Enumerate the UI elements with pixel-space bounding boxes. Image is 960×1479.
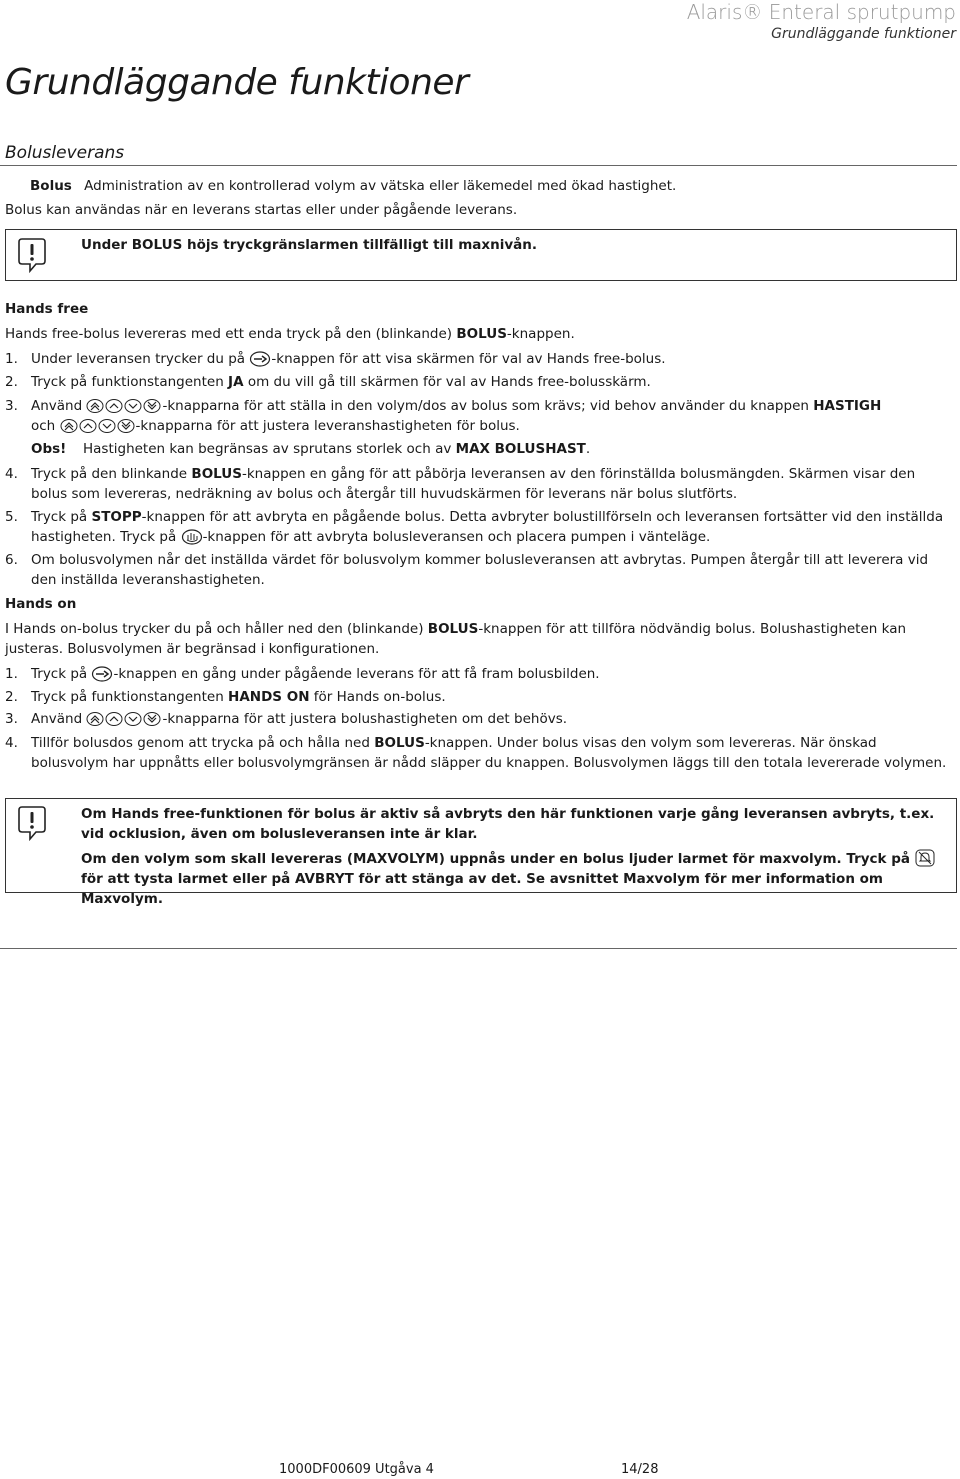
hands-on-step-1: [5, 664, 950, 684]
note-text-maxvolym: [81, 849, 948, 909]
step-text: Tryck på den blinkande: [31, 466, 192, 482]
intro-bolus-keyword: BOLUS: [456, 326, 507, 342]
step-text: -knappen en gång för att påbörja leveransen av den förinställda bolusmängden. Skärmen visar den bolus som levereras, nedräkning av bolus och återgår till huvudskärmen för leverans när bolus slutförts.: [31, 466, 916, 502]
keyword-hands-on: HANDS ON: [228, 689, 310, 705]
intro-bolus-keyword: BOLUS: [427, 621, 479, 637]
hands-on-step-4: [5, 733, 950, 773]
keyword-max-bolushast: MAX BOLUSHAST: [455, 441, 586, 457]
intro-text-c: -knappen för att tillföra nödvändig bolus. Bolushastigheten kan justeras. Bolusvolymen är begränsad i konfigurationen.: [5, 621, 907, 657]
hands-free-step-5: [5, 507, 950, 547]
step-text: Använd: [31, 398, 83, 414]
step-number: 4.: [5, 466, 18, 482]
step-text: Använd: [31, 711, 83, 727]
bolus-key-icon: [249, 351, 271, 367]
hands-on-step-3: [5, 709, 950, 729]
keyword-hastigh: HASTIGH: [813, 398, 882, 414]
step-text: Tillför bolusdos genom att trycka på och hålla ned: [31, 735, 375, 751]
note-text-part: för att tysta larmet eller på AVBRYT för att stänga av det. Se avsnittet Maxvolym för mer information om Maxvolym.: [81, 871, 883, 907]
arrow-keys-icon: [86, 711, 162, 727]
step-text: -knapparna för att justera leveranshastigheten för bolus.: [135, 418, 520, 434]
header-product-title: Alaris® Enteral sprutpump: [686, 0, 956, 24]
hands-free-step-2: [5, 372, 950, 392]
step-text: om du vill gå till skärmen för val av Hands free-bolusskärm.: [243, 374, 651, 390]
section-divider: [0, 165, 957, 166]
note-text-abort: Om Hands free-funktionen för bolus är aktiv så avbryts den här funktionen varje gång leveransen avbryts, t.ex. vid ocklusion, även om bolusleveransen inte är klar.: [81, 806, 935, 842]
step-text: -knappen. Under bolus visas den volym som levereras. När önskad bolusvolym har uppnåtts eller bolusvolymgränsen är nådd släpper du knappen. Bolusvolymen läggs till den totala levererade volymen.: [31, 735, 947, 771]
step-text: för Hands on-bolus.: [309, 689, 446, 705]
page-title: Grundläggande funktioner: [5, 62, 469, 103]
hands-free-step-6: [5, 550, 950, 590]
step-text: Om bolusvolymen når det inställda värdet för bolusvolym kommer bolusleveransen att avbrytas. Pumpen återgår till att leverera vid den inställda leveranshastigheten.: [31, 552, 929, 588]
intro-text-a: Hands free-bolus levereras med ett enda tryck på den (blinkande): [5, 326, 457, 342]
bolus-key-icon: [91, 666, 113, 682]
note-text-pressure: Under BOLUS höjs tryckgränslarmen tillfälligt till maxnivån.: [81, 237, 537, 253]
warning-icon: [16, 237, 48, 273]
intro-text-a: I Hands on-bolus trycker du på och håller ned den (blinkande): [5, 621, 428, 637]
step-text: och: [31, 418, 56, 434]
bolus-usage-text: Bolus kan användas när en leverans startas eller under pågående leverans.: [5, 202, 518, 218]
bolus-definition: [30, 176, 950, 196]
hold-key-icon: [181, 529, 203, 545]
heading-hands-free: Hands free: [5, 301, 89, 317]
step-text: -knappen för att visa skärmen för val av Hands free-bolus.: [271, 351, 666, 367]
hands-free-intro: [5, 324, 955, 344]
step-text: -knappen för att avbryta en pågående bolus. Detta avbryter bolustillförseln och leveransen fortsätter vid den inställda hastigheten. Tryck på: [31, 509, 944, 545]
hands-free-step-3: [5, 396, 950, 436]
obs-note: [31, 439, 951, 459]
hands-on-step-2: [5, 687, 950, 707]
section-heading-bolusleverans: Bolusleverans: [5, 143, 125, 163]
step-number: 2.: [5, 689, 18, 705]
step-text: Under leveransen trycker du på: [31, 351, 246, 367]
keyword-stopp: STOPP: [91, 509, 142, 525]
hands-on-intro: [5, 619, 955, 659]
bottom-divider: [0, 948, 957, 949]
step-text: -knapparna för att justera bolushastigheten om det behövs.: [162, 711, 568, 727]
obs-text: Hastigheten kan begränsas av sprutans storlek och av: [83, 441, 456, 457]
arrow-keys-icon: [60, 418, 136, 434]
step-text: -knappen en gång under pågående leverans för att få fram bolusbilden.: [113, 666, 600, 682]
hands-free-step-4: [5, 464, 950, 504]
keyword-bolus: BOLUS: [374, 735, 425, 751]
step-text: Tryck på funktionstangenten: [31, 689, 229, 705]
note-box-hands-free-abort: [5, 798, 957, 907]
obs-text: .: [585, 441, 591, 457]
intro-text-c: -knappen.: [506, 326, 575, 342]
step-text: Tryck på: [31, 509, 92, 525]
obs-label: Obs!: [31, 441, 67, 457]
step-number: 2.: [5, 374, 18, 390]
warning-icon: [16, 805, 48, 841]
keyword-ja: JA: [228, 374, 244, 390]
heading-hands-on: Hands on: [5, 596, 77, 612]
step-text: Tryck på funktionstangenten: [31, 374, 229, 390]
note-text-part: Om den volym som skall levereras (MAXVOLYM) uppnås under en bolus ljuder larmet för maxvolym. Tryck på: [81, 851, 910, 867]
silence-alarm-icon: [915, 849, 935, 867]
hands-free-step-1: [5, 349, 950, 369]
step-text: -knapparna för att ställa in den volym/dos av bolus som krävs; vid behov använder du knappen: [162, 398, 814, 414]
header-section-title: Grundläggande funktioner: [771, 26, 956, 42]
step-number: 3.: [5, 398, 18, 414]
arrow-keys-icon: [86, 398, 162, 414]
step-text: Tryck på: [31, 666, 88, 682]
footer-document-code: 1000DF00609 Utgåva 4: [279, 1462, 434, 1477]
step-number: 6.: [5, 552, 18, 568]
footer-page-number: 14/28: [621, 1462, 659, 1477]
definition-term: Bolus: [30, 178, 72, 194]
step-text: -knappen för att avbryta bolusleveransen och placera pumpen i vänteläge.: [202, 529, 711, 545]
step-number: 1.: [5, 351, 18, 367]
note-box-pressure: [5, 229, 957, 281]
keyword-bolus: BOLUS: [191, 466, 242, 482]
definition-text: Administration av en kontrollerad volym av vätska eller läkemedel med ökad hastighet.: [84, 178, 677, 194]
step-number: 1.: [5, 666, 18, 682]
step-number: 4.: [5, 735, 18, 751]
step-number: 3.: [5, 711, 18, 727]
step-number: 5.: [5, 509, 18, 525]
